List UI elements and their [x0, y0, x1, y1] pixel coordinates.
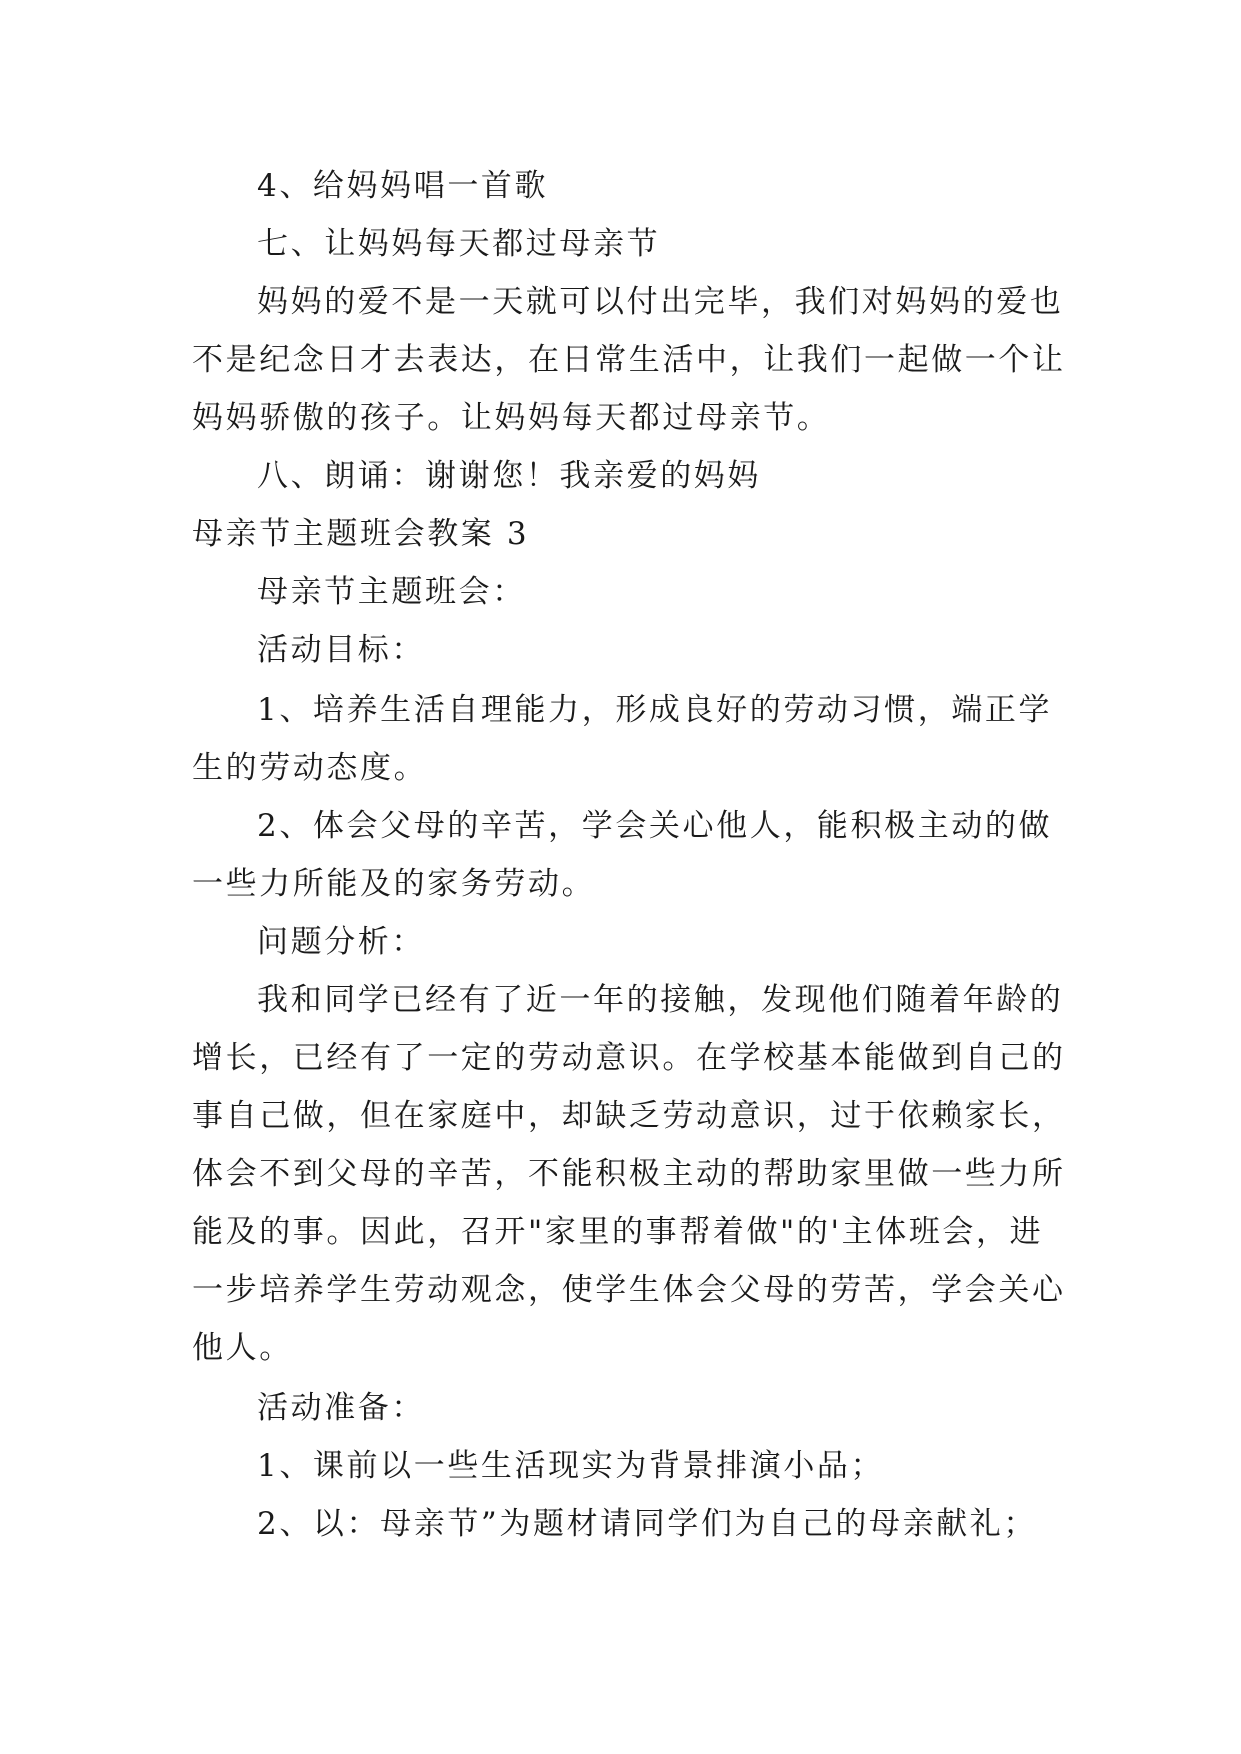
paragraph-line: 2、以：母亲节”为题材请同学们为自己的母亲献礼； — [257, 1506, 1037, 1542]
section-heading: 八、朗诵：谢谢您！我亲爱的妈妈 — [257, 458, 761, 494]
paragraph-line: 事自己做，但在家庭中，却缺乏劳动意识，过于依赖家长， — [192, 1098, 1066, 1134]
paragraph-line: 增长，已经有了一定的劳动意识。在学校基本能做到自己的 — [192, 1040, 1066, 1076]
paragraph-line: 一步培养学生劳动观念，使学生体会父母的劳苦，学会关心 — [192, 1272, 1066, 1308]
section-heading: 七、让妈妈每天都过母亲节 — [257, 226, 661, 262]
paragraph-line: 生的劳动态度。 — [192, 750, 428, 786]
section-heading: 活动目标： — [257, 632, 425, 668]
section-heading: 问题分析： — [257, 924, 425, 960]
paragraph-line: 母亲节主题班会： — [257, 574, 526, 610]
document-title: 母亲节主题班会教案 3 — [192, 516, 530, 552]
paragraph-line: 体会不到父母的辛苦，不能积极主动的帮助家里做一些力所 — [192, 1156, 1066, 1192]
paragraph-line: 妈妈骄傲的孩子。让妈妈每天都过母亲节。 — [192, 400, 831, 436]
paragraph-line: 我和同学已经有了近一年的接触，发现他们随着年龄的 — [257, 982, 1064, 1018]
paragraph-line: 2、体会父母的辛苦，学会关心他人，能积极主动的做 — [257, 808, 1053, 844]
paragraph-line: 不是纪念日才去表达，在日常生活中，让我们一起做一个让 — [192, 342, 1066, 378]
paragraph-line: 他人。 — [192, 1330, 293, 1366]
paragraph-line: 4、给妈妈唱一首歌 — [257, 168, 549, 204]
paragraph-line: 一些力所能及的家务劳动。 — [192, 866, 596, 902]
paragraph-line: 1、培养生活自理能力，形成良好的劳动习惯，端正学 — [257, 692, 1053, 728]
paragraph-line: 妈妈的爱不是一天就可以付出完毕，我们对妈妈的爱也 — [257, 284, 1064, 320]
section-heading: 活动准备： — [257, 1390, 425, 1426]
paragraph-line: 能及的事。因此，召开"家里的事帮着做"的'主体班会，进 — [192, 1214, 1044, 1250]
paragraph-line: 1、课前以一些生活现实为背景排演小品； — [257, 1448, 885, 1484]
